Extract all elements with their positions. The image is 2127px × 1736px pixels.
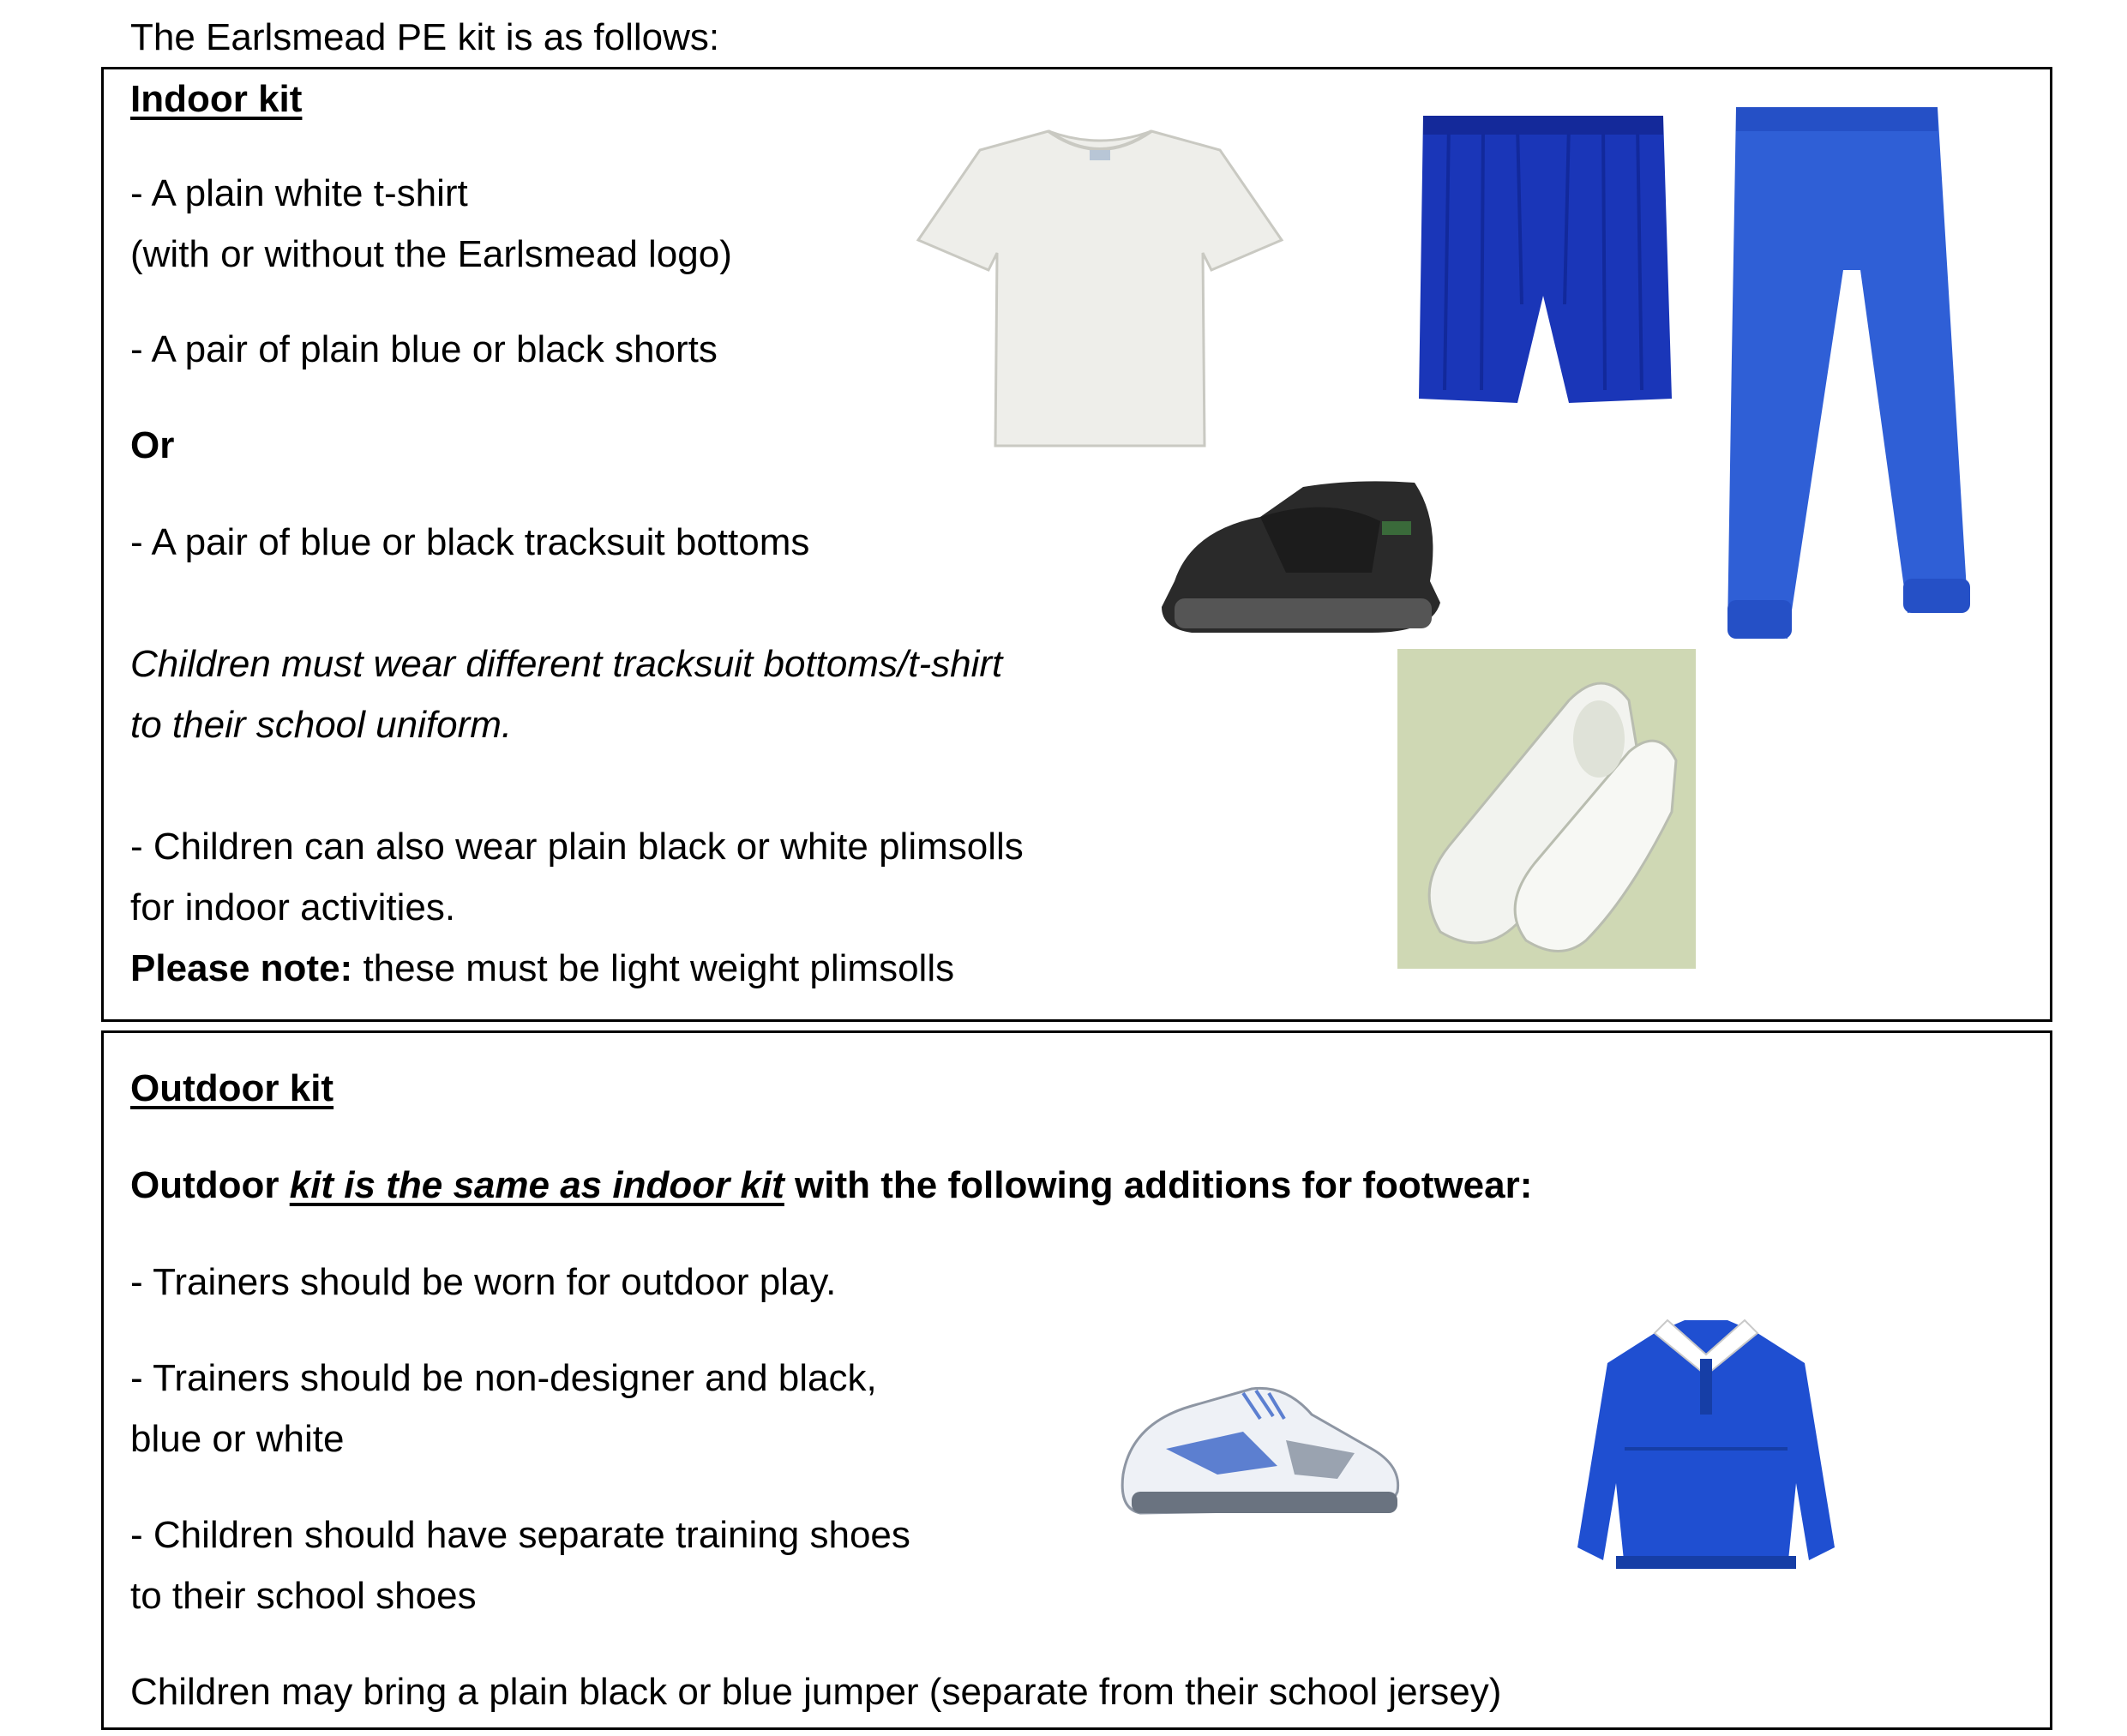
shorts-item: - A pair of plain blue or black shorts [130,328,718,370]
blue-rugby-top-image [1573,1312,1839,1577]
training-shoes-item: - Children should have separate training shoes [130,1514,910,1556]
outdoor-intro-start: Outdoor [130,1164,290,1206]
tshirt-item: - A plain white t-shirt [130,172,468,214]
plimsolls-item-detail: for indoor activities. [130,886,456,928]
trainers-colour-item: - Trainers should be non-designer and black, [130,1357,877,1399]
outdoor-intro-end: with the following additions for footwear: [784,1164,1533,1206]
tshirt-item-detail: (with or without the Earlsmead logo) [130,233,732,275]
uniform-note-line1: Children must wear different tracksuit bottoms/t-shirt [130,643,1003,685]
training-shoes-item-detail: to their school shoes [130,1575,477,1617]
trainer-image [1115,1372,1406,1519]
uniform-note-line2: to their school uniform. [130,704,513,746]
outdoor-intro-emphasis: kit is the same as indoor kit [289,1164,784,1206]
trainers-outdoor-item: - Trainers should be worn for outdoor play. [130,1261,837,1303]
blue-shorts-image [1415,107,1672,407]
tracksuit-item: - A pair of blue or black tracksuit bottoms [130,521,810,563]
white-tshirt-image [911,124,1289,450]
page-intro: The Earlsmead PE kit is as follows: [130,16,720,58]
white-plimsolls-image [1397,649,1696,969]
or-label: Or [130,424,175,466]
plimsolls-item: - Children can also wear plain black or white plimsolls [130,826,1024,868]
trainers-colour-item-detail: blue or white [130,1418,345,1460]
please-note-line [130,947,955,989]
blue-tracksuit-bottoms-image [1706,99,1980,652]
indoor-kit-heading: Indoor kit [130,78,303,120]
black-plimsoll-image [1157,470,1440,637]
outdoor-kit-heading: Outdoor kit [130,1067,334,1109]
jumper-note: Children may bring a plain black or blue jumper (separate from their school jersey) [130,1671,1502,1713]
please-note-text: these must be light weight plimsolls [352,947,955,989]
please-note-label: Please note: [130,947,353,989]
outdoor-kit-intro [130,1164,1533,1206]
